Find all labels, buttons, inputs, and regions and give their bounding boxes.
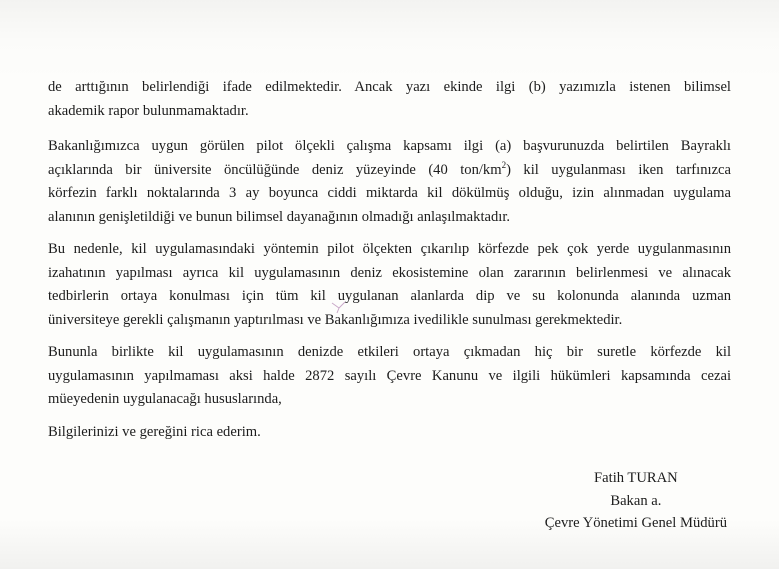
text-line: müeyedenin uygulanacağı hususlarında, [48, 391, 282, 407]
text-segment: ) kil uygulanması iken tarfınızca [506, 161, 732, 178]
signatory-department: Çevre Yönetimi Genel Müdürü [544, 515, 727, 531]
text-line: körfezin farklı noktalarında 3 ay boyunca ciddi miktarda kil dökülmüş olduğu, izin alınmadan uygulama [48, 185, 731, 201]
superscript: 2 [501, 159, 507, 170]
text-line: akademik rapor bulunmamaktadır. [48, 102, 249, 119]
text-line: Bu nedenle, kil uygulamasındaki yöntemin pilot ölçekten çıkarılıp körfezde pek çok yerde uygulanmasının [48, 241, 731, 257]
paragraph-2 [48, 135, 731, 229]
text-line: alanının genişletildiği ve bunun bilimsel dayanağının olmadığı anlaşılmaktadır. [48, 208, 511, 225]
text-line: Bilgilerinizi ve gereğini rica ederim. [48, 424, 261, 440]
signatory-title: Bakan a. [610, 492, 662, 509]
text-segment: açıklarında bir üniversite öncülüğünde deniz yüzeyinde (40 ton/km [48, 161, 502, 178]
text-line: tedbirlerin ortaya konulması için tüm kil uygulanan alanlarda dip ve su kolonunda alanında uzman [48, 288, 731, 304]
paragraph-1 [48, 76, 731, 123]
paragraph-3 [48, 238, 731, 332]
paragraph-4 [48, 341, 731, 412]
text-line: Bununla birlikte kil uygulamasının denizde etkileri ortaya çıkmadan hiç bir suretle körfezde kil [48, 344, 731, 360]
text-line: üniversiteye gerekli çalışmanın yaptırılması ve Bakanlığımıza ivedilikle sunulması gerekmektedir. [48, 311, 623, 328]
signatory-name: Fatih TURAN [594, 470, 678, 486]
text-line: Bakanlığımızca uygun görülen pilot ölçekli çalışma kapsamı ilgi (a) başvurunuzda belirtilen Bayraklı [48, 138, 731, 154]
paragraph-5 [48, 421, 731, 445]
signature-block [545, 467, 727, 535]
text-line: de arttığının belirlendiği ifade edilmektedir. Ancak yazı ekinde ilgi (b) yazımızla istenen bilimsel [48, 79, 731, 95]
pen-mark-icon [330, 300, 348, 314]
text-line-with-superscript [48, 159, 731, 183]
text-line: izahatının yapılması ayrıca kil uygulamasının deniz ekosistemine olan zararının belirlenmesi ve alınacak [48, 264, 731, 281]
text-line: uygulamasının yapılmaması aksi halde 2872 sayılı Çevre Kanunu ve ilgili hükümleri kapsamında cezai [48, 367, 731, 384]
